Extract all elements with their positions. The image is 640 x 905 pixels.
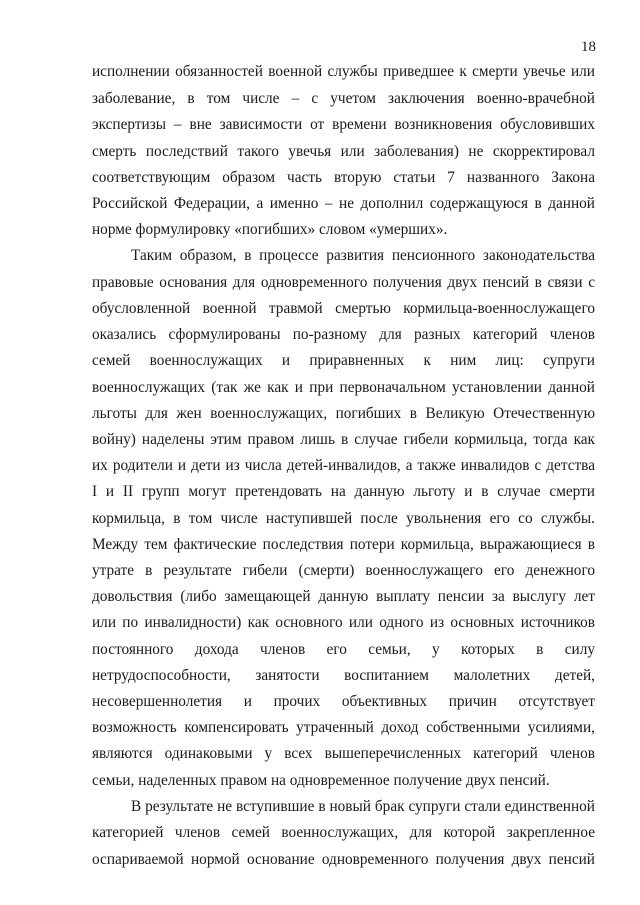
text-line: или по инвалидности) как основного или одного из основных источников [92,614,595,631]
text-line: категорией членов семей военнослужащих, для которой закрепленное [92,824,595,841]
text-line: соответствующим образом часть вторую статьи 7 названного Закона [92,169,595,186]
text-line: смерть последствий такого увечья или заболевания) не скорректировал [92,143,595,160]
text-line: заболевание, в том числе – с учетом заключения военно-врачебной [92,90,595,107]
text-line: Таким образом, в процессе развития пенсионного законодательства [131,247,595,264]
page-number: 18 [581,39,596,55]
text-line: льготы для жен военнослужащих, погибших в Великую Отечественную [92,405,595,422]
text-line: оспариваемой нормой основание одновременного получения двух пенсий [92,851,595,868]
text-line: являются одинаковыми у всех вышеперечисленных категорий членов [92,745,595,762]
text-line: экспертизы – вне зависимости от времени возникновения обусловивших [92,116,595,133]
text-line: кормильца, в том числе наступившей после увольнения его со службы. [92,510,595,527]
text-line: их родители и дети из числа детей-инвалидов, а также инвалидов с детства [92,457,595,474]
text-line: оказались сформулированы по-разному для разных категорий членов [92,326,595,343]
text-line: норме формулировку «погибших» словом «умерших». [92,221,448,238]
text-line: нетрудоспособности, занятости воспитанием малолетних детей, [92,667,595,684]
text-line: утрате в результате гибели (смерти) военнослужащего его денежного [92,562,595,579]
text-line: семьи, наделенных правом на одновременное получение двух пенсий. [92,772,550,789]
text-line: В результате не вступившие в новый брак супруги стали единственной [131,798,595,815]
text-line: Между тем фактические последствия потери кормильца, выражающиеся в [92,536,595,553]
text-line: Российской Федерации, а именно – не дополнил содержащуюся в данной [92,195,595,212]
text-line: исполнении обязанностей военной службы приведшее к смерти увечье или [92,63,595,80]
text-line: обусловленной военной травмой смертью кормильца-военнослужащего [92,300,595,317]
text-line: довольствия (либо замещающей данную выплату пенсии за выслугу лет [92,588,595,605]
text-line: постоянного дохода членов его семьи, у которых в силу [92,641,595,658]
text-line: войну) наделены этим правом лишь в случае гибели кормильца, тогда как [92,431,595,448]
text-line: несовершеннолетия и прочих объективных причин отсутствует [92,693,595,710]
text-line: возможность компенсировать утраченный доход собственными усилиями, [92,719,595,736]
text-line: военнослужащих (так же как и при первоначальном установлении данной [92,379,595,396]
text-line: правовые основания для одновременного получения двух пенсий в связи с [92,274,595,291]
text-line: I и II групп могут претендовать на данную льготу и в случае смерти [92,483,595,500]
text-line: семей военнослужащих и приравненных к ним лиц: супруги [92,352,595,369]
